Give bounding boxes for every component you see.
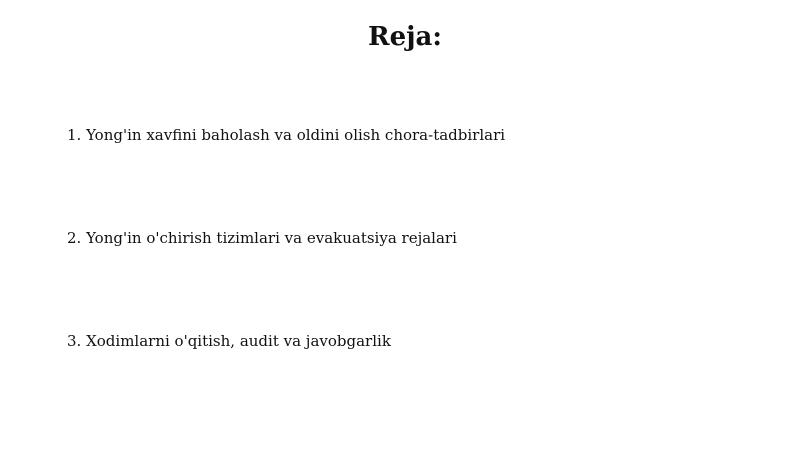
plan-item-2: 2. Yong'in o'chirish tizimlari va evakuatsiya rejalari bbox=[67, 229, 457, 247]
plan-item-1: 1. Yong'in xavfini baholash va oldini olish chora-tadbirlari bbox=[67, 126, 506, 144]
plan-item-3: 3. Xodimlarni o'qitish, audit va javobgarlik bbox=[67, 332, 391, 350]
slide-title: Reja: bbox=[367, 22, 442, 52]
